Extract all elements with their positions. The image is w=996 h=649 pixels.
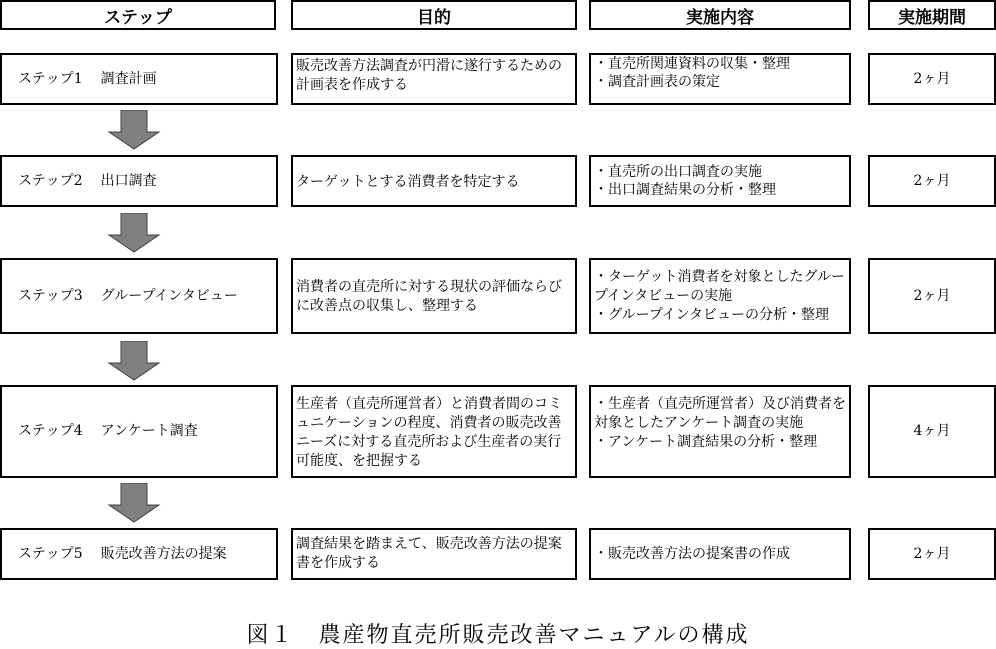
step-4-box <box>0 385 278 478</box>
down-arrow-icon <box>107 483 161 523</box>
step-3-purpose: 消費者の直売所に対する現状の評価ならびに改善点の収集し、整理する <box>291 258 577 334</box>
step-2-period: 2ヶ月 <box>868 155 996 207</box>
step-name: 販売改善方法の提案 <box>100 545 227 562</box>
content-item: ・生産者（直売所運営者）及び消費者を対象としたアンケート調査の実施 <box>594 396 846 431</box>
content-item: ・出口調査結果の分析・整理 <box>594 182 776 198</box>
step-5-box <box>0 528 278 580</box>
down-arrow-icon <box>107 341 161 381</box>
step-1-purpose: 販売改善方法調査が円滑に遂行するための計画表を作成する <box>291 53 577 105</box>
content-item: ・調査計画表の策定 <box>594 74 720 90</box>
step-1-content <box>589 53 851 105</box>
step-5-period: 2ヶ月 <box>868 528 996 580</box>
header-content: 実施内容 <box>589 0 851 30</box>
step-3-box <box>0 258 278 334</box>
down-arrow-icon <box>107 110 161 150</box>
step-3-period: 2ヶ月 <box>868 258 996 334</box>
step-name: グループインタビュー <box>100 287 238 304</box>
step-label: ステップ4 <box>18 423 83 439</box>
step-4-content <box>589 385 851 478</box>
step-2-content <box>589 155 851 207</box>
down-arrow-icon <box>107 213 161 253</box>
step-name: 調査計画 <box>100 70 157 87</box>
header-purpose: 目的 <box>291 0 577 30</box>
content-item: ・直売所関連資料の収集・整理 <box>594 56 790 72</box>
content-item: ・販売改善方法の提案書の作成 <box>594 545 790 562</box>
step-4-purpose: 生産者（直売所運営者）と消費者間のコミュニケーションの程度、消費者の販売改善ニーズに対する直売所および生産者の実行可能度、を把握する <box>291 385 577 478</box>
step-label: ステップ5 <box>18 545 83 562</box>
header-period: 実施期間 <box>868 0 996 30</box>
step-4-period: 4ヶ月 <box>868 385 996 478</box>
content-item: ・アンケート調査結果の分析・整理 <box>594 434 818 450</box>
step-5-content <box>589 528 851 580</box>
step-2-purpose: ターゲットとする消費者を特定する <box>291 155 577 207</box>
step-1-period: 2ヶ月 <box>868 53 996 105</box>
step-label: ステップ1 <box>18 70 83 87</box>
content-item: ・直売所の出口調査の実施 <box>594 164 762 180</box>
header-step: ステップ <box>0 0 276 30</box>
figure-caption: 図１ 農産物直売所販売改善マニュアルの構成 <box>246 623 750 648</box>
content-item: ・ターゲット消費者を対象としたグループインタビューの実施 <box>594 269 846 304</box>
step-name: アンケート調査 <box>100 423 198 439</box>
step-1-box <box>0 53 278 105</box>
step-label: ステップ3 <box>18 287 83 304</box>
step-label: ステップ2 <box>18 172 83 189</box>
step-2-box <box>0 155 278 207</box>
content-item: ・グループインタビューの分析・整理 <box>594 307 830 323</box>
step-name: 出口調査 <box>100 172 157 189</box>
step-5-purpose: 調査結果を踏まえて、販売改善方法の提案書を作成する <box>291 528 577 580</box>
step-3-content <box>589 258 851 334</box>
